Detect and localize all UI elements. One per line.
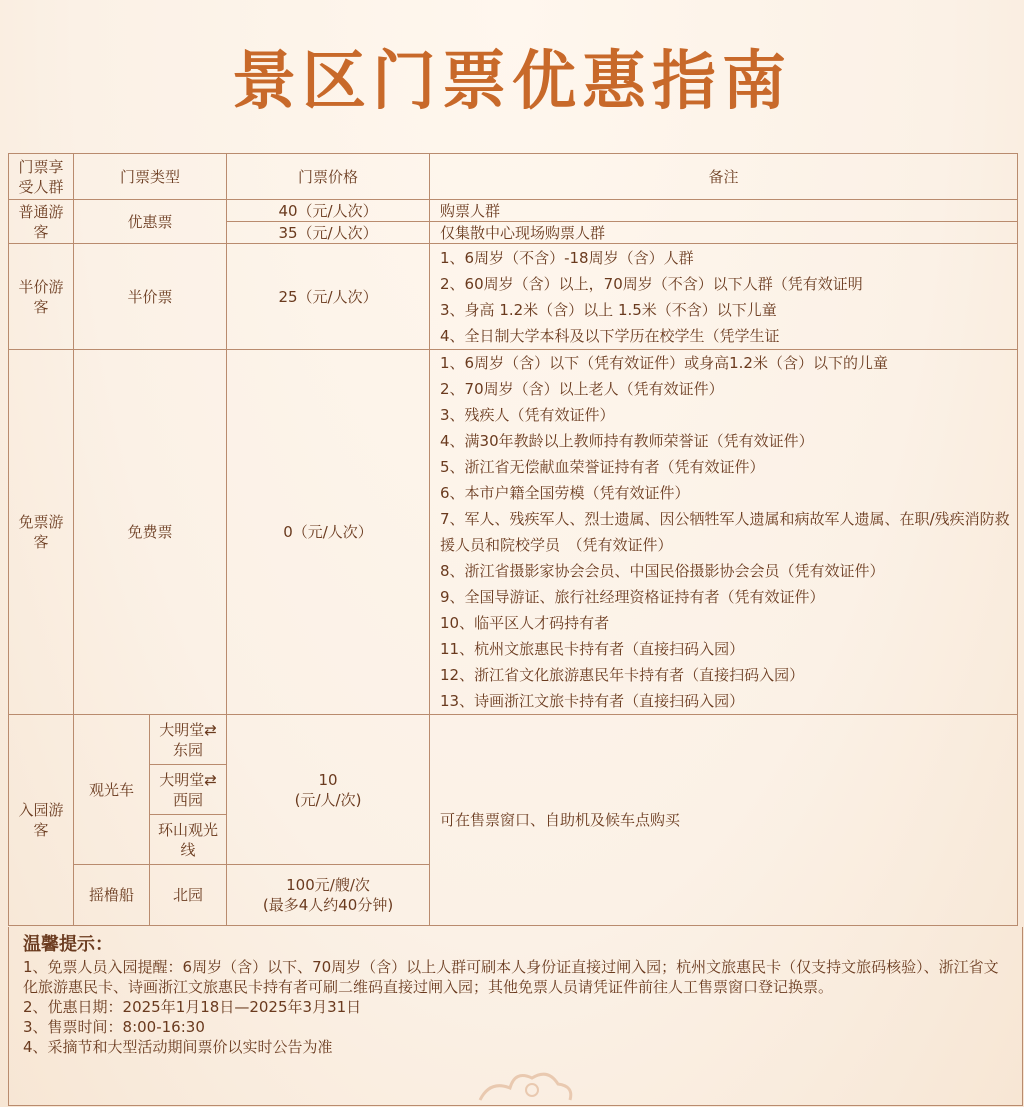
free-note: 4、满30年教龄以上教师持有教师荣誉证（凭有效证件） [440,432,814,450]
bus-price-unit: (元/人/次) [294,790,362,809]
bus-note: 可在售票窗口、自助机及候车点购买 [430,715,1018,926]
free-note: 10、临平区人才码持有者 [440,614,610,632]
half-note: 2、60周岁（含）以上，70周岁（不含）以下人群（凭有效证明 [440,274,863,293]
bus-price-number: 10 [318,770,338,789]
free-notes [430,350,1018,715]
tips-title: 温馨提示： [23,934,113,955]
tip-item: 4、采摘节和大型活动期间票价以实时公告为准 [23,1038,333,1056]
regular-price-1: 40（元/人次） [227,200,430,222]
free-price: 0（元/人次） [227,350,430,715]
table-row [9,200,1018,222]
regular-price-2: 35（元/人次） [227,222,430,244]
half-price: 25（元/人次） [227,244,430,350]
half-note: 3、身高 1.2米（含）以上 1.5米（不含）以下儿童 [440,300,777,319]
entry-group: 入园游客 [9,715,74,926]
boat-price-main: 100元/艘/次 [286,876,370,894]
header-note: 备注 [430,154,1018,200]
page-title: 景区门票优惠指南 [232,45,792,119]
boat-price [227,865,430,926]
boat-route: 北园 [150,865,227,926]
half-note: 4、全日制大学本科及以下学历在校学生（凭学生证 [440,326,780,345]
free-note: 1、6周岁（含）以下（凭有效证件）或身高1.2米（含）以下的儿童 [440,354,888,372]
header-price: 门票价格 [227,154,430,200]
half-notes [430,244,1018,350]
regular-group: 普通游客 [9,200,74,244]
boat-price-detail: (最多4人约40分钟) [262,896,394,914]
ticket-table [8,153,1018,926]
free-note: 3、残疾人（凭有效证件） [440,406,615,424]
free-note: 6、本市户籍全国劳模（凭有效证件） [440,484,690,502]
table-row [9,350,1018,715]
bus-route-1: 大明堂⇄东园 [150,715,227,765]
bus-type: 观光车 [74,715,150,865]
table-row [9,244,1018,350]
tip-item: 3、售票时间：8:00-16:30 [23,1018,205,1036]
table-row [9,715,1018,765]
tip-item: 1、免票人员入园提醒：6周岁（含）以下、70周岁（含）以上人群可刷本人身份证直接过闸入园；杭州文旅惠民卡（仅支持文旅码核验）、浙江省文化旅游惠民卡、诗画浙江文旅惠民卡持有者可刷二维码直接过闸入园；其他免票人员请凭证件前往人工售票窗口登记换票。 [23,958,999,996]
free-note: 5、浙江省无偿献血荣誉证持有者（凭有效证件） [440,458,765,476]
free-note: 2、70周岁（含）以上老人（凭有效证件） [440,380,724,398]
bus-route-3: 环山观光线 [150,815,227,865]
half-type: 半价票 [74,244,227,350]
free-note: 11、杭州文旅惠民卡持有者（直接扫码入园） [440,640,745,658]
free-note: 9、全国导游证、旅行社经理资格证持有者（凭有效证件） [440,588,825,606]
header-group: 门票享受人群 [9,154,74,200]
free-type: 免费票 [74,350,227,715]
regular-type: 优惠票 [74,200,227,244]
regular-note-2: 仅集散中心现场购票人群 [430,222,1018,244]
table-header-row [9,154,1018,200]
bus-price [227,715,430,865]
regular-note-1: 购票人群 [430,200,1018,222]
cloud-decoration-icon [470,1060,580,1107]
header-type: 门票类型 [74,154,227,200]
boat-type: 摇橹船 [74,865,150,926]
free-note: 8、浙江省摄影家协会会员、中国民俗摄影协会会员（凭有效证件） [440,562,885,580]
bus-route-2: 大明堂⇄西园 [150,765,227,815]
tip-item: 2、优惠日期：2025年1月18日—2025年3月31日 [23,998,362,1016]
free-note: 7、军人、残疾军人、烈士遗属、因公牺牲军人遗属和病故军人遗属、在职/残疾消防救援人员和院校学员 （凭有效证件） [440,510,1010,554]
free-note: 13、诗画浙江文旅卡持有者（直接扫码入园） [440,692,745,710]
free-note: 12、浙江省文化旅游惠民年卡持有者（直接扫码入园） [440,666,805,684]
half-group: 半价游客 [9,244,74,350]
half-note: 1、6周岁（不含）-18周岁（含）人群 [440,248,694,267]
free-group: 免票游客 [9,350,74,715]
